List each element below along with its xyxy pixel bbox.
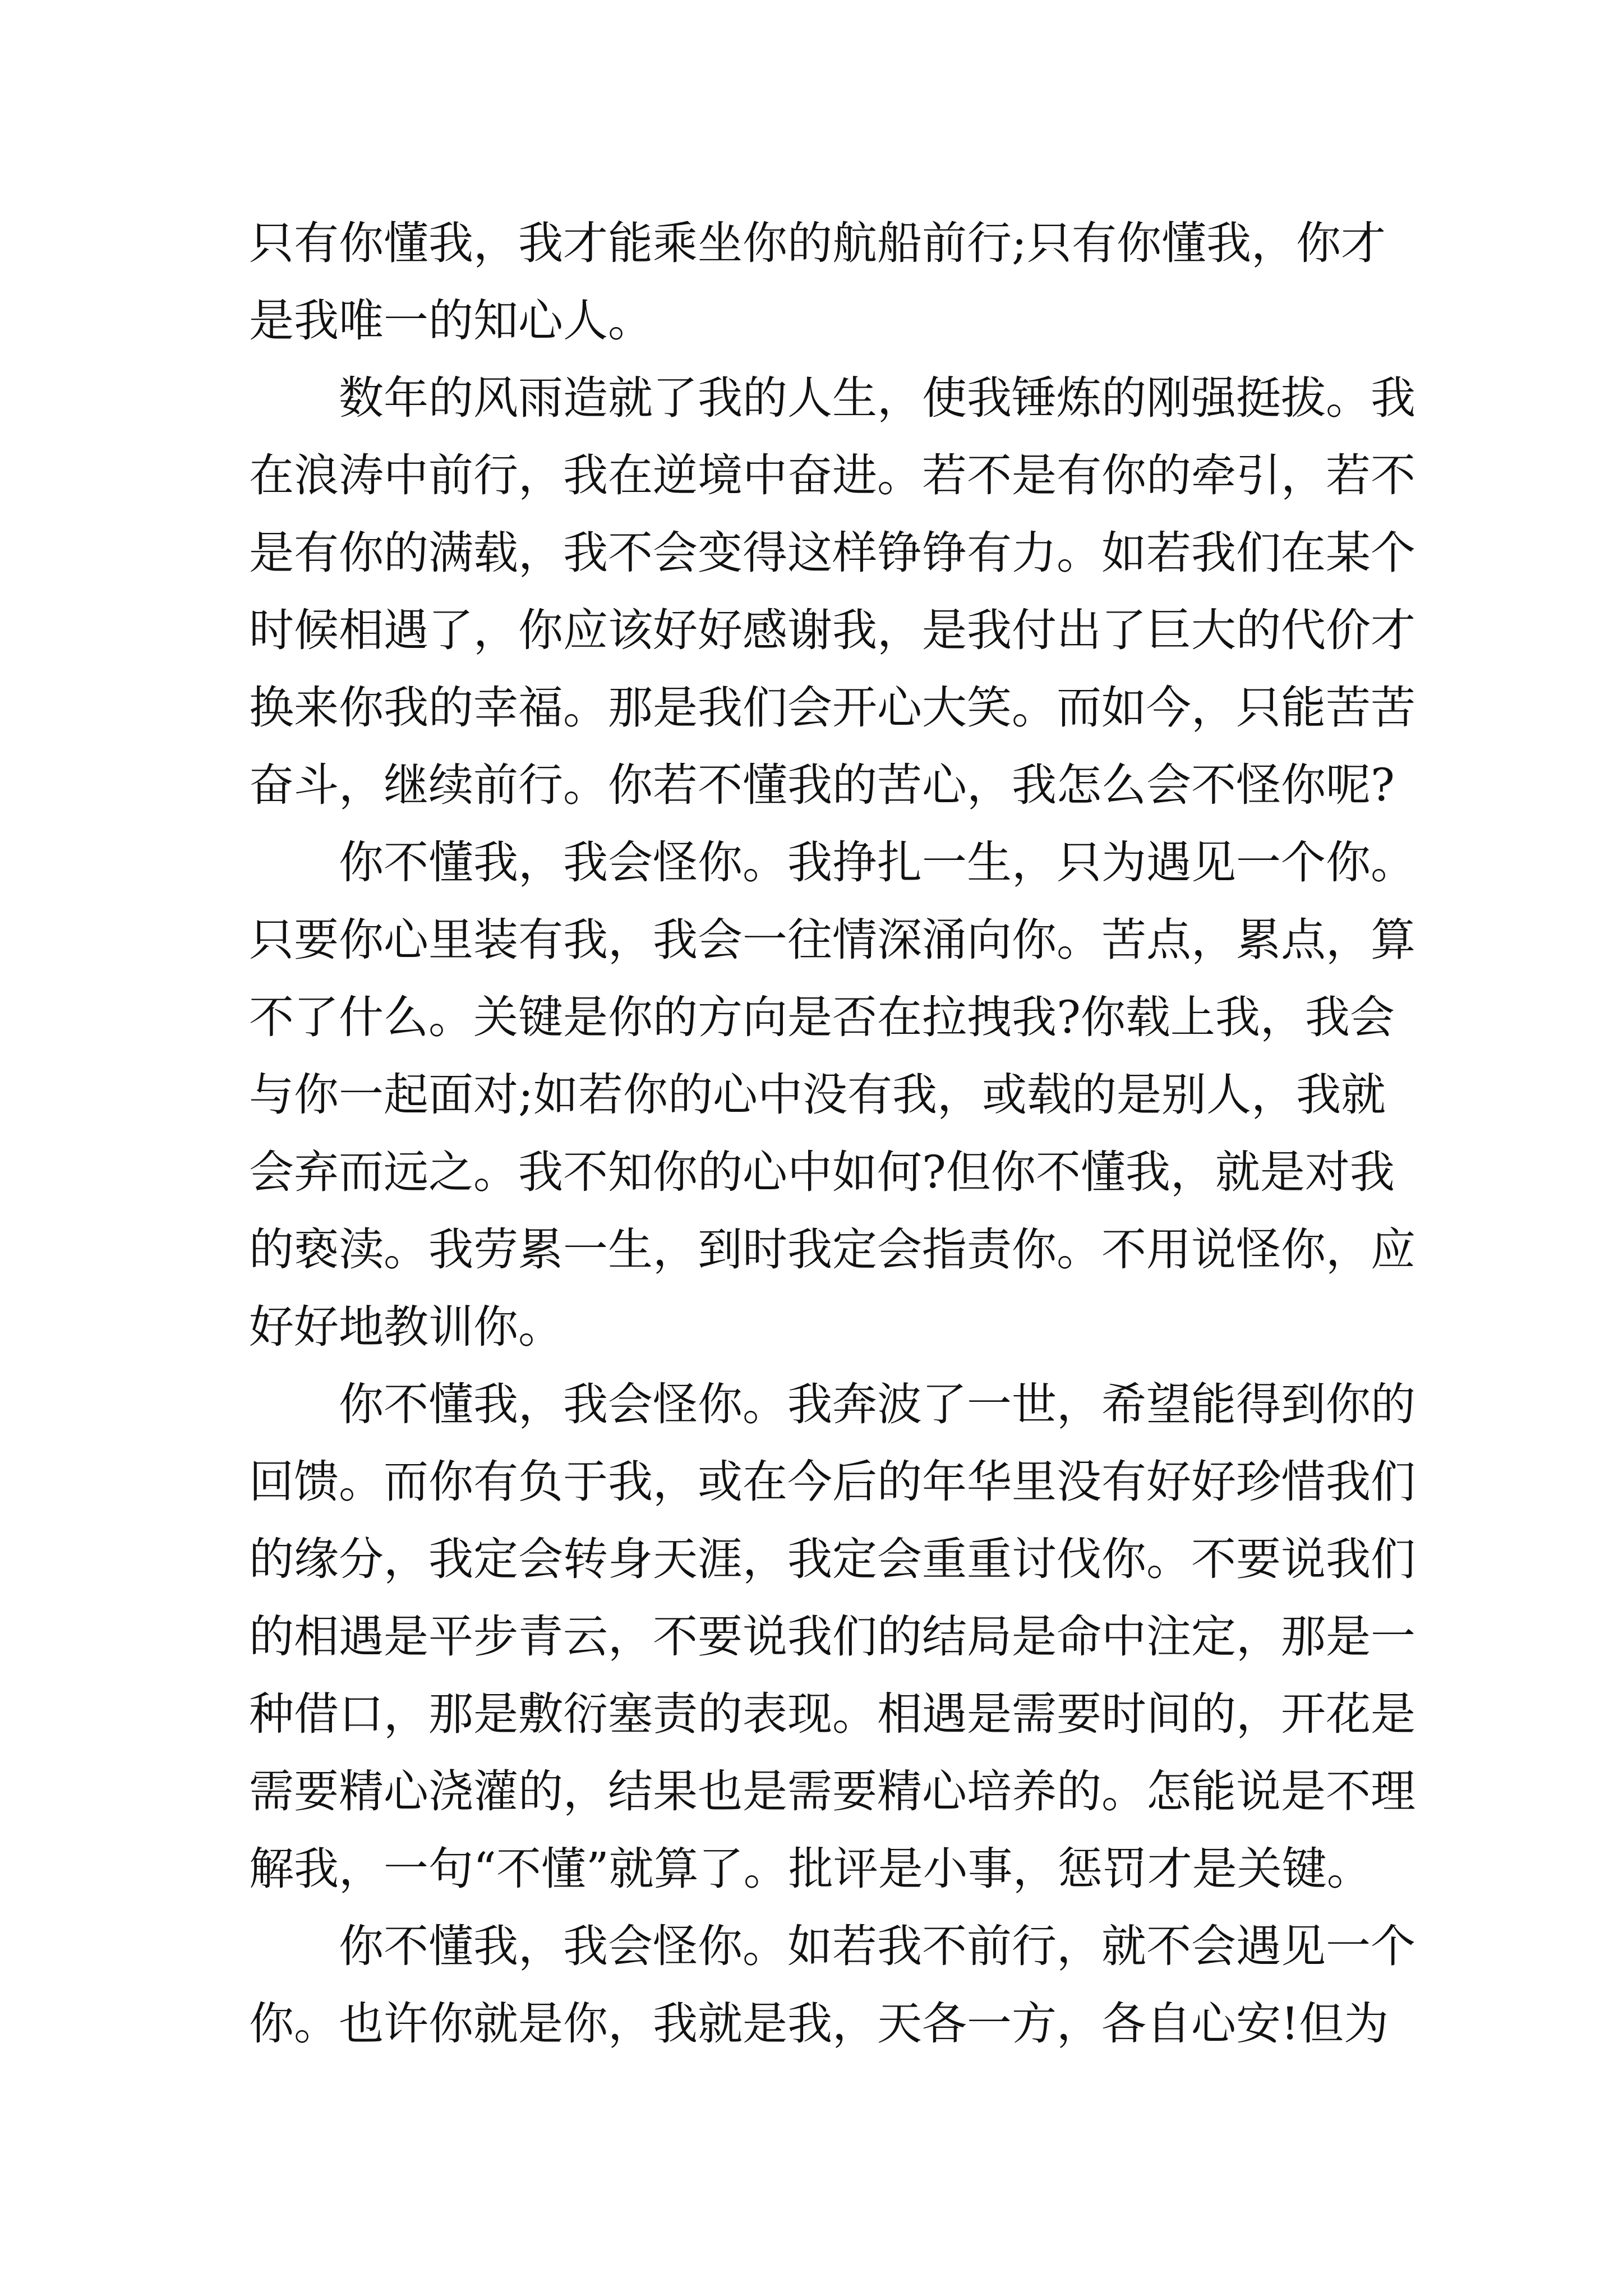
text-line: 只要你心里装有我，我会一往情深涌向你。苦点，累点，算 — [249, 914, 1415, 966]
text-line: 好好地教训你。 — [249, 1301, 563, 1353]
text-line: 你不懂我，我会怪你。我奔波了一世，希望能得到你的 — [339, 1378, 1415, 1430]
text-line: 种借口，那是敷衍塞责的表现。相遇是需要时间的，开花是 — [249, 1688, 1415, 1740]
text-line: 回馈。而你有负于我，或在今后的年华里没有好好珍惜我们 — [249, 1456, 1415, 1508]
text-line: 换来你我的幸福。那是我们会开心大笑。而如今，只能苦苦 — [249, 682, 1415, 734]
text-line: 的亵渎。我劳累一生，到时我定会指责你。不用说怪你，应 — [249, 1223, 1415, 1276]
text-line: 的缘分，我定会转身天涯，我定会重重讨伐你。不要说我们 — [249, 1533, 1415, 1585]
body-text — [249, 205, 1415, 2063]
text-line: 解我，一句“不懂”就算了。批评是小事，惩罚才是关键。 — [249, 1843, 1372, 1895]
text-line: 奋斗，继续前行。你若不懂我的苦心，我怎么会不怪你呢? — [249, 759, 1395, 811]
text-line: 会弃而远之。我不知你的心中如何?但你不懂我，就是对我 — [249, 1146, 1395, 1198]
text-line: 只有你懂我，我才能乘坐你的航船前行;只有你懂我，你才 — [249, 217, 1386, 269]
text-line: 你不懂我，我会怪你。我挣扎一生，只为遇见一个你。 — [339, 836, 1415, 889]
text-line: 时候相遇了，你应该好好感谢我，是我付出了巨大的代价才 — [249, 604, 1415, 656]
text-line: 你。也许你就是你，我就是我，天各一方，各自心安!但为 — [249, 1998, 1389, 2050]
text-line: 与你一起面对;如若你的心中没有我，或载的是别人，我就 — [249, 1069, 1386, 1121]
text-line: 需要精心浇灌的，结果也是需要精心培养的。怎能说是不理 — [249, 1765, 1415, 1818]
text-line: 在浪涛中前行，我在逆境中奋进。若不是有你的牵引，若不 — [249, 449, 1415, 501]
text-line: 是我唯一的知心人。 — [249, 295, 653, 347]
text-line: 你不懂我，我会怪你。如若我不前行，就不会遇见一个 — [339, 1920, 1415, 1972]
text-line: 数年的风雨造就了我的人生，使我锤炼的刚强挺拔。我 — [339, 372, 1415, 424]
text-line: 的相遇是平步青云，不要说我们的结局是命中注定，那是一 — [249, 1611, 1415, 1663]
text-line: 是有你的满载，我不会变得这样铮铮有力。如若我们在某个 — [249, 527, 1415, 579]
text-line: 不了什么。关键是你的方向是否在拉拽我?你载上我，我会 — [249, 991, 1395, 1043]
